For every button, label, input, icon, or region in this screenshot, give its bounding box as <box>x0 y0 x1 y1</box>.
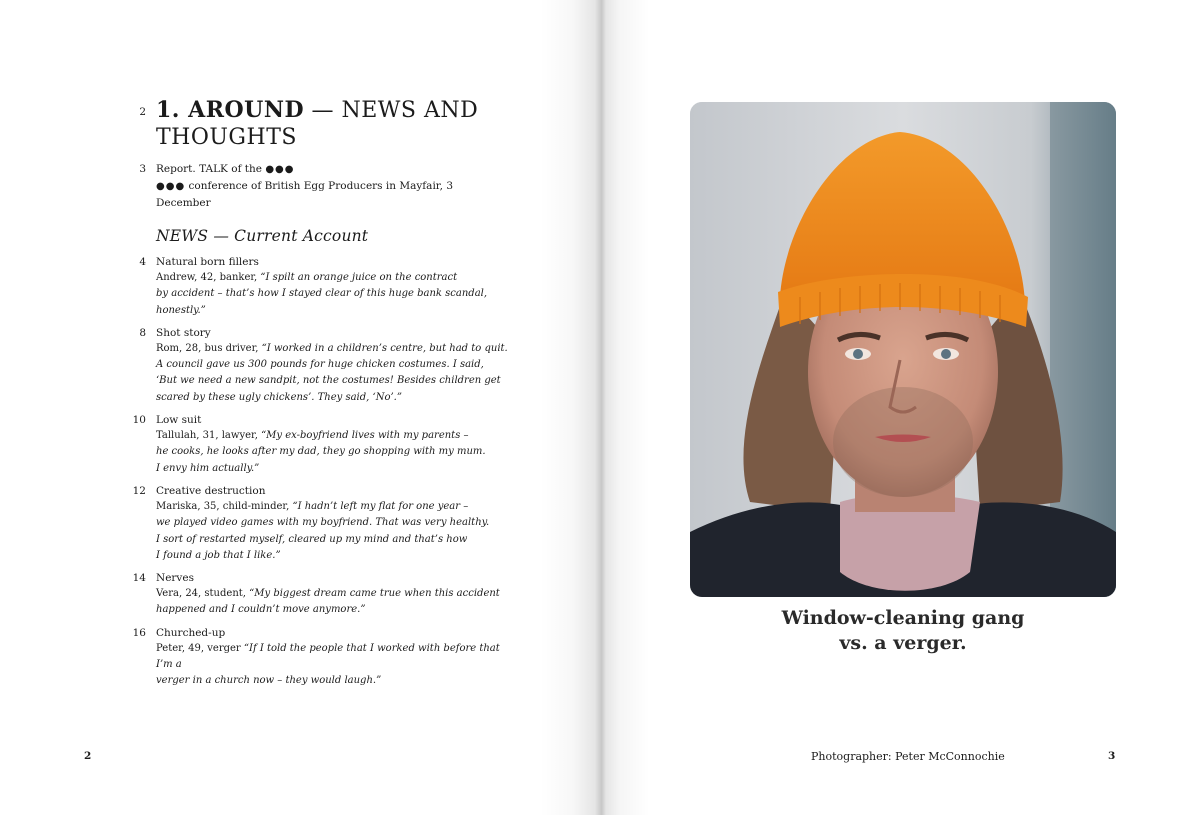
page-number: 10 <box>132 414 146 427</box>
redaction-dots: ●●● <box>265 164 295 175</box>
story-item <box>128 325 508 406</box>
section-title-rest: — NEWS AND <box>304 98 479 123</box>
report-entry <box>128 161 508 211</box>
story-body <box>156 341 508 406</box>
page-number: 16 <box>132 626 146 639</box>
table-of-contents <box>128 97 508 696</box>
story-quote: “I hadn’t left my flat for one year – we played video games with my boyfriend. That was very healthy. I sort of restarted myself, cleared up my mind and that’s how I found a job that I like.” <box>156 500 490 561</box>
story-speaker: Rom, 28, bus driver, <box>156 342 262 354</box>
left-folio: 2 <box>84 750 92 762</box>
section-heading <box>128 97 508 151</box>
story-item <box>128 625 508 690</box>
page-number: 2 <box>139 106 146 118</box>
section-number-title: 1. AROUND <box>156 97 305 123</box>
story-speaker: Vera, 24, student, <box>156 588 250 600</box>
story-quote: “I spilt an orange juice on the contract by accident – that’s how I stayed clear of this huge bank scandal, honestly.” <box>156 272 488 316</box>
story-title: Natural born fillers <box>156 256 259 268</box>
right-folio: 3 <box>1108 750 1116 762</box>
portrait-photo <box>690 102 1116 597</box>
report-text: conference of British Egg Producers in Mayfair, 3 December <box>156 180 454 209</box>
caption-line-2: vs. a verger. <box>839 632 967 654</box>
story-title: Nerves <box>156 572 194 585</box>
story-title: Creative destruction <box>156 484 266 497</box>
story-speaker: Andrew, 42, banker, <box>156 272 261 283</box>
story-body <box>156 499 508 564</box>
story-item <box>128 570 508 619</box>
story-speaker: Mariska, 35, child-minder, <box>156 500 293 512</box>
story-title: Low suit <box>156 414 202 427</box>
story-item <box>128 254 508 319</box>
photo-caption <box>690 606 1116 656</box>
story-speaker: Tallulah, 31, lawyer, <box>156 430 262 442</box>
page-number: 3 <box>139 163 146 175</box>
page-title <box>156 97 508 151</box>
story-title: Churched-up <box>156 626 226 639</box>
story-item <box>128 412 508 477</box>
page-number: 4 <box>139 256 146 268</box>
story-body <box>156 641 508 690</box>
story-title: Shot story <box>156 326 211 339</box>
story-body <box>156 270 508 319</box>
news-section-title: NEWS — Current Account <box>156 227 369 245</box>
portrait-illustration <box>690 102 1116 597</box>
caption-line-1: Window-cleaning gang <box>781 607 1025 629</box>
story-quote: “My ex-boyfriend lives with my parents – he cooks, he looks after my dad, they go shopping with my mum. I envy him actually.” <box>156 430 486 474</box>
story-quote: “I worked in a children’s centre, but had to quit. A council gave us 300 pounds for huge chicken costumes. I said, ‘But we need a new sandpit, not the costumes! Besides children get scared by these ugly chickens’. They said, ‘No’.” <box>156 342 508 403</box>
story-body <box>156 428 508 477</box>
spine-shadow <box>540 0 650 815</box>
page-number: 14 <box>132 572 146 585</box>
report-line-1 <box>156 161 508 178</box>
report-line-2 <box>156 178 508 211</box>
report-text: Report. TALK of the <box>156 163 262 175</box>
photographer-credit: Photographer: Peter McConnochie <box>811 750 1005 763</box>
story-speaker: Peter, 49, verger <box>156 642 244 654</box>
left-page <box>0 0 596 815</box>
story-body <box>156 586 508 619</box>
redaction-dots: ●●● <box>156 181 186 192</box>
story-quote: “If I told the people that I worked with before that I’m a verger in a church now – they would laugh.” <box>156 642 500 687</box>
story-item <box>128 483 508 564</box>
section-title-rest-line2: THOUGHTS <box>156 125 297 150</box>
page-number: 8 <box>139 326 146 339</box>
page-number: 12 <box>132 484 146 497</box>
story-quote: “My biggest dream came true when this accident happened and I couldn’t move anymore.” <box>156 588 500 616</box>
